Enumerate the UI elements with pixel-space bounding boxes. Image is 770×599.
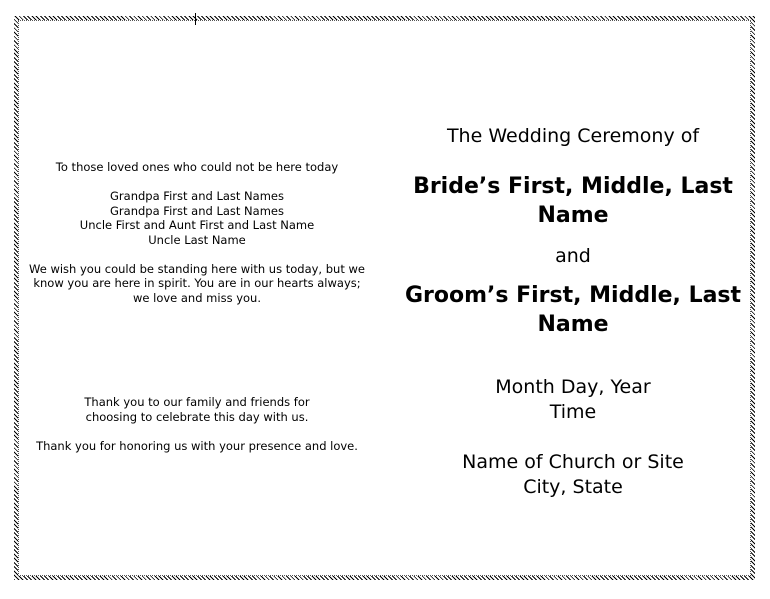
site-name: Name of Church or Site <box>462 451 684 473</box>
dedication-heading: To those loved ones who could not be here today <box>55 160 339 174</box>
memorial-text-line: know you are here in spirit. You are in our hearts always; <box>33 276 361 290</box>
city-state: City, State <box>523 476 623 498</box>
groom-name-line: Groom’s First, Middle, Last <box>404 283 742 308</box>
text-cursor <box>195 13 196 25</box>
location-block <box>400 450 746 500</box>
groom-name <box>400 281 746 339</box>
groom-name-line: Name <box>537 312 609 337</box>
bride-name-line: Name <box>537 203 609 228</box>
memorial-text-line: We wish you could be standing here with us today, but we <box>29 261 365 276</box>
bride-name-line: Bride’s First, Middle, Last <box>413 174 733 199</box>
remembered-name: Uncle First and Aunt First and Last Name <box>79 218 315 232</box>
dedication-section <box>22 160 372 305</box>
ceremony-time: Time <box>549 401 597 423</box>
ceremony-title: The Wedding Ceremony of <box>446 125 700 147</box>
date-time-block <box>400 375 746 425</box>
thanks-section <box>22 395 372 453</box>
remembered-name: Grandpa First and Last Names <box>110 203 284 218</box>
and-word: and <box>555 245 591 267</box>
remembered-name: Grandpa First and Last Names <box>110 189 284 203</box>
thanks-text-line: choosing to celebrate this day with us. <box>85 409 309 424</box>
memorial-text-line: we love and miss you. <box>132 290 262 305</box>
ceremony-date: Month Day, Year <box>495 376 651 398</box>
remembered-name: Uncle Last Name <box>148 232 246 247</box>
presence-text: Thank you for honoring us with your presence and love. <box>36 438 358 453</box>
bride-name <box>400 172 746 230</box>
thanks-text-line: Thank you to our family and friends for <box>84 395 310 409</box>
